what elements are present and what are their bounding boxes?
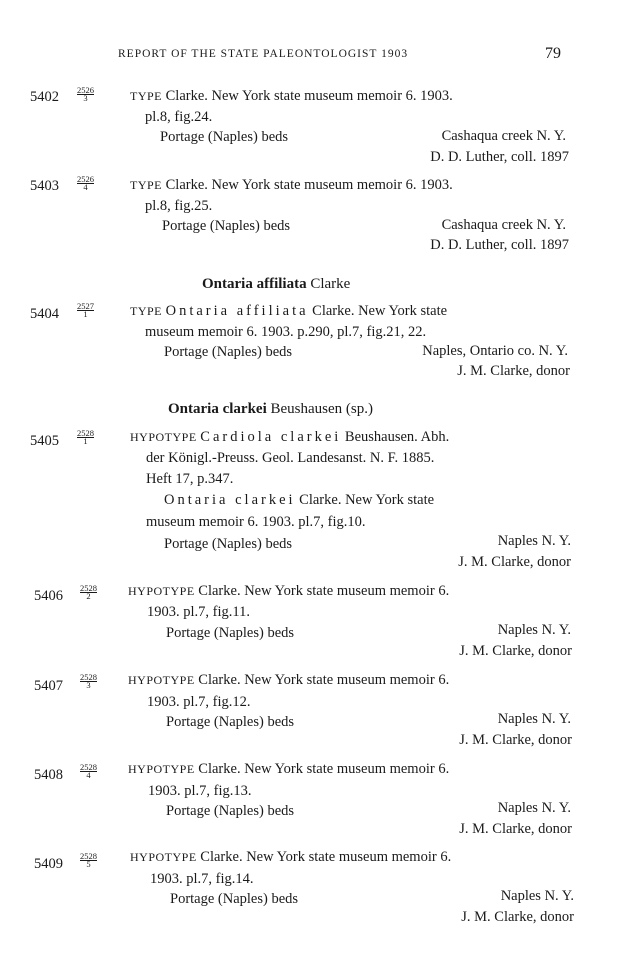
entry-line	[128, 582, 449, 600]
collector: J. M. Clarke, donor	[458, 554, 571, 570]
formation: Portage (Naples) beds	[166, 625, 295, 641]
taxon-name: Ontaria clarkei	[168, 401, 267, 417]
spaced-name: Cardiola clarkei	[200, 429, 342, 445]
entry-text: Clarke. New York state	[312, 303, 448, 319]
entry-text: Clarke. New York state museum memoir 6. 1903.	[165, 88, 453, 104]
specimen-kind: TYPE	[130, 178, 162, 192]
register-fraction	[77, 86, 94, 102]
collector: J. M. Clarke, donor	[459, 732, 572, 748]
page-number: 79	[545, 45, 561, 62]
taxon-heading	[202, 276, 350, 293]
entry-line	[128, 760, 449, 778]
entry-line: pl.8, fig.24.	[145, 109, 213, 125]
fraction-bottom: 1	[83, 436, 88, 446]
specimen-kind: TYPE	[130, 89, 162, 103]
catalog-number: 5406	[34, 588, 63, 604]
entry-text: Clarke. New York state museum memoir 6.	[198, 583, 450, 599]
formation: Portage (Naples) beds	[162, 218, 291, 234]
catalog-number: 5409	[34, 856, 63, 872]
catalog-number: 5408	[34, 767, 63, 783]
locality: Naples, Ontario co. N. Y.	[422, 343, 568, 359]
formation: Portage (Naples) beds	[166, 803, 295, 819]
entry-line: 1903. pl.7, fig.11.	[147, 604, 250, 620]
catalog-number: 5405	[30, 433, 59, 449]
formation: Portage (Naples) beds	[170, 891, 299, 907]
fraction-bottom: 4	[86, 770, 91, 780]
locality: Naples N. Y.	[497, 711, 571, 727]
entry-text: Beushausen. Abh.	[344, 429, 450, 445]
formation: Portage (Naples) beds	[166, 714, 295, 730]
fraction-top: 2528	[77, 428, 94, 438]
fraction-top: 2528	[80, 583, 97, 593]
collector: J. M. Clarke, donor	[459, 643, 572, 659]
collector: J. M. Clarke, donor	[461, 909, 574, 925]
entry-text: Clarke. New York state museum memoir 6.	[198, 761, 450, 777]
running-header: REPORT OF THE STATE PALEONTOLOGIST 1903	[118, 48, 409, 60]
formation: Portage (Naples) beds	[164, 536, 293, 552]
entry-line: museum memoir 6. 1903. pl.7, fig.10.	[146, 514, 366, 530]
catalog-number: 5407	[34, 678, 63, 694]
entry-text: Clarke. New York state museum memoir 6. 1903.	[165, 177, 453, 193]
collector: J. M. Clarke, donor	[457, 363, 570, 379]
entry-line: 1903. pl.7, fig.12.	[147, 694, 251, 710]
taxon-author: Clarke	[310, 276, 351, 292]
fraction-bottom: 3	[83, 93, 88, 103]
fraction-top: 2527	[77, 301, 94, 311]
fraction-bottom: 2	[86, 591, 91, 601]
locality: Cashaqua creek N. Y.	[441, 128, 566, 144]
register-fraction	[77, 302, 94, 318]
fraction-top: 2526	[77, 85, 94, 95]
fraction-top: 2528	[80, 762, 97, 772]
fraction-bottom: 1	[83, 309, 88, 319]
collector: D. D. Luther, coll. 1897	[430, 237, 569, 253]
specimen-kind: HYPOTYPE	[128, 762, 195, 776]
entry-line: der Königl.-Preuss. Geol. Landesanst. N. F. 1885.	[146, 450, 435, 466]
register-fraction	[77, 429, 94, 445]
catalog-number: 5403	[30, 178, 59, 194]
register-fraction	[77, 175, 94, 191]
entry-line	[130, 428, 449, 446]
entry-line	[130, 87, 453, 105]
entry-line: Heft 17, p.347.	[146, 471, 234, 487]
register-fraction	[80, 584, 97, 600]
catalog-number: 5404	[30, 306, 59, 322]
entry-line	[164, 491, 434, 509]
collector: J. M. Clarke, donor	[459, 821, 572, 837]
taxon-heading	[168, 401, 373, 418]
entry-line: 1903. pl.7, fig.14.	[150, 871, 254, 887]
fraction-top: 2528	[80, 672, 97, 682]
locality: Naples N. Y.	[497, 533, 571, 549]
taxon-author: Beushausen (sp.)	[270, 401, 373, 417]
taxon-name: Ontaria affiliata	[202, 276, 307, 292]
specimen-kind: TYPE	[130, 304, 162, 318]
entry-line	[130, 176, 453, 194]
entry-line	[130, 302, 447, 320]
specimen-kind: HYPOTYPE	[128, 673, 195, 687]
specimen-kind: HYPOTYPE	[130, 850, 197, 864]
specimen-kind: HYPOTYPE	[128, 584, 195, 598]
fraction-bottom: 3	[86, 680, 91, 690]
locality: Naples N. Y.	[497, 622, 571, 638]
locality: Naples N. Y.	[497, 800, 571, 816]
specimen-kind: HYPOTYPE	[130, 430, 197, 444]
entry-text: Clarke. New York state museum memoir 6.	[200, 849, 452, 865]
spaced-name: Ontaria affiliata	[165, 303, 309, 319]
formation: Portage (Naples) beds	[164, 344, 293, 360]
entry-line: 1903. pl.7, fig.13.	[148, 783, 252, 799]
locality: Naples N. Y.	[500, 888, 574, 904]
fraction-top: 2528	[80, 851, 97, 861]
entry-line: pl.8, fig.25.	[145, 198, 213, 214]
catalog-number: 5402	[30, 89, 59, 105]
register-fraction	[80, 763, 97, 779]
entry-text: Clarke. New York state museum memoir 6.	[198, 672, 450, 688]
fraction-bottom: 5	[86, 859, 91, 869]
entry-line: museum memoir 6. 1903. p.290, pl.7, fig.21, 22.	[145, 324, 427, 340]
spaced-name: Ontaria clarkei	[164, 492, 296, 508]
entry-line	[130, 848, 451, 866]
register-fraction	[80, 673, 97, 689]
collector: D. D. Luther, coll. 1897	[430, 149, 569, 165]
formation: Portage (Naples) beds	[160, 129, 289, 145]
entry-text: Clarke. New York state	[299, 492, 435, 508]
fraction-bottom: 4	[83, 182, 88, 192]
fraction-top: 2526	[77, 174, 94, 184]
register-fraction	[80, 852, 97, 868]
locality: Cashaqua creek N. Y.	[441, 217, 566, 233]
entry-line	[128, 671, 449, 689]
